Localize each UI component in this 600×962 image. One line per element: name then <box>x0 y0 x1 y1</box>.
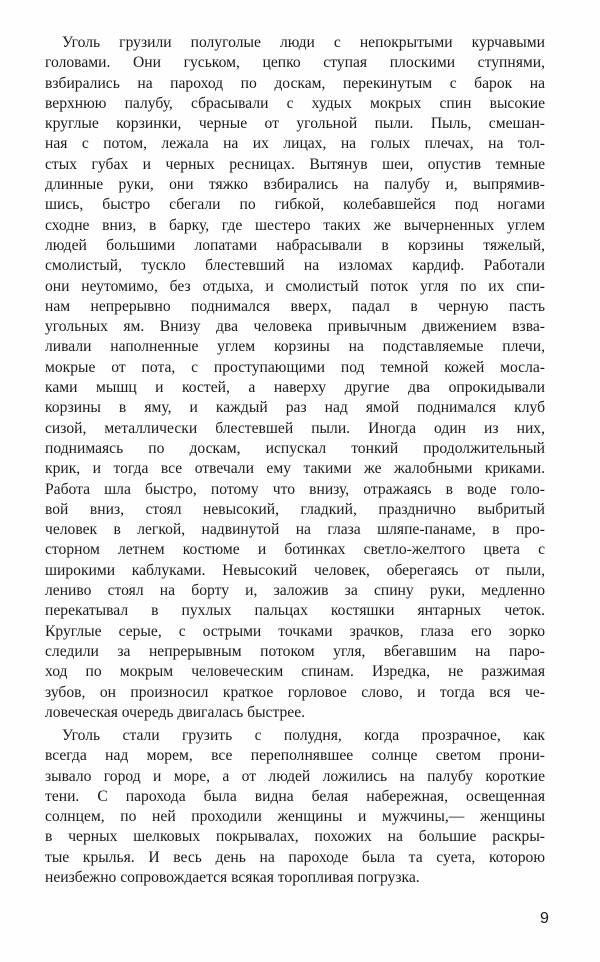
text-line: вой вниз, стоял невысокий, гладкий, празднично выбритый <box>45 500 545 518</box>
text-line: смолистый, тускло блестевший на изломах кардиф. Работали <box>45 257 545 275</box>
text-line: мокрые от пота, с проступающими под темной кожей мосла- <box>45 358 545 376</box>
text-line: перекатывал в пухлых пальцах костяшки янтарных четок. <box>45 602 545 620</box>
text-line: неизбежно сопровождается всякая торопливая погрузка. <box>45 869 420 887</box>
text-line: зывало город и море, а от людей ложились на палубу короткие <box>45 767 545 785</box>
text-line: ловеческая очередь двигалась быстрее. <box>45 703 306 721</box>
text-line: круглые корзинки, черные от угольной пыли. Пыль, смешан- <box>45 115 545 133</box>
text-line: взбирались на пароход по доскам, перекинутым с барок на <box>45 74 545 92</box>
text-line: нам непрерывно поднимался вверх, падал в черную пасть <box>45 297 545 315</box>
text-line: головами. Они гуськом, цепко ступая плоскими ступнями, <box>45 54 545 72</box>
text-line: длинные руки, они тяжко взбирались на палубу и, выпрямив- <box>45 176 545 194</box>
text-line: верхнюю палубу, сбрасывали с худых мокрых спин высокие <box>45 94 545 112</box>
text-line: тые крылья. И весь день на пароходе была та суета, которою <box>45 848 545 866</box>
text-line: следили за непрерывным потоком угля, вбегавшим на паро- <box>45 642 545 660</box>
text-line: зубов, он произносил краткое горловое слово, и тогда вся че- <box>45 683 545 701</box>
text-line: солнцем, по ней проходили женщины и мужчины,— женщины <box>45 808 545 826</box>
text-line: Круглые серые, с острыми точками зрачков, глаза его зорко <box>45 622 545 640</box>
paragraph-1 <box>45 33 545 723</box>
text-line: шись, быстро сбегали по гибкой, колебавшейся под ногами <box>45 196 545 214</box>
text-line: тени. С парохода была видна белая набережная, освещенная <box>45 787 545 805</box>
text-line: широкими каблуками. Невысокий человек, оберегаясь от пыли, <box>45 561 545 579</box>
text-line: всегда над морем, все переполнявшее солнце светом прони- <box>45 747 545 765</box>
text-line: человек в легкой, надвинутой на глаза шляпе-панаме, в про- <box>45 521 545 539</box>
page-number: 9 <box>540 910 549 927</box>
text-line: сизой, металлически блестевшей пыли. Иногда один из них, <box>45 419 545 437</box>
text-line: ками мышц и костей, а наверху другие два опрокидывали <box>45 379 545 397</box>
text-line: Уголь грузили полуголые люди с непокрытыми курчавыми <box>62 34 545 51</box>
text-line: лениво стоял на борту и, заложив за спину руки, медленно <box>45 582 545 600</box>
text-line: ход по мокрым человеческим спинам. Изредка, не разжимая <box>45 663 545 681</box>
text-line: поднимаясь по доскам, испускал тонкий продолжительный <box>45 439 545 457</box>
text-line: Работа шла быстро, потому что внизу, отражаясь в воде голо- <box>45 480 545 498</box>
text-line: сторном летнем костюме и ботинках светло-желтого цвета с <box>45 541 545 559</box>
text-line: стых губах и черных ресницах. Вытянув шеи, опустив темные <box>45 155 545 173</box>
text-line: ливали наполненные углем корзины на подставляемые плечи, <box>45 338 545 356</box>
text-line: Уголь стали грузить с полудня, когда прозрачное, как <box>62 727 545 744</box>
text-line: угольных ям. Внизу два человека привычным движением взва- <box>45 318 545 336</box>
text-line: ная с потом, лежала на их лицах, на голых плечах, на тол- <box>45 135 545 153</box>
text-line: в черных шелковых покрывалах, похожих на большие раскры- <box>45 828 545 846</box>
text-line: сходне вниз, в барку, где шестеро таких же вычерненных углем <box>45 216 545 234</box>
text-line: крик, и тогда все отвечали ему такими же жалобными криками. <box>45 460 545 478</box>
text-line: они неутомимо, без отдыха, и смолистый поток угля по их спи- <box>45 277 545 295</box>
paragraph-2 <box>45 726 545 888</box>
text-line: корзины в яму, и каждый раз над ямой поднимался клуб <box>45 399 545 417</box>
text-line: людей большими лопатами набрасывали в корзины тяжелый, <box>45 236 545 254</box>
